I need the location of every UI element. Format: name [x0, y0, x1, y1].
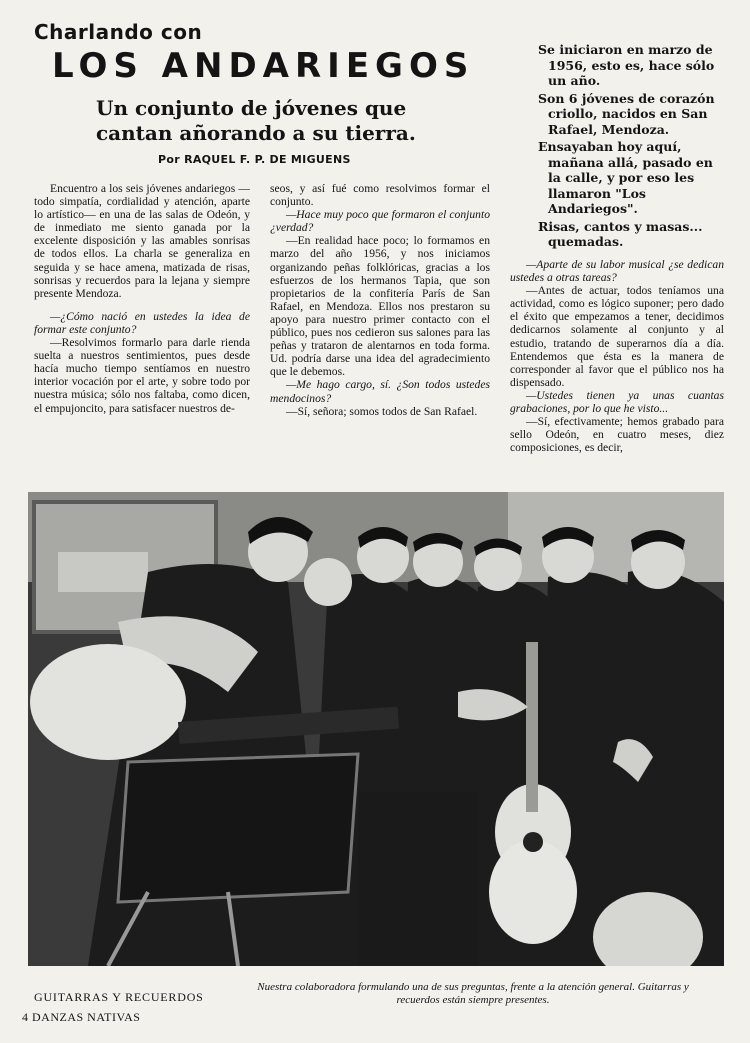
interview-question: —Hace muy poco que formaron el conjunto ¿verdad? [270, 208, 490, 235]
page-footer: 4 DANZAS NATIVAS [22, 1010, 141, 1024]
article-title: LOS ANDARIEGOS [52, 46, 475, 86]
article-column-2 [270, 182, 490, 418]
group-photo [28, 492, 724, 966]
article-column-1 [34, 182, 250, 415]
sidebar-line: Risas, cantos y masas... quemadas. [538, 218, 703, 249]
paragraph: —Antes de actuar, todos teníamos una actividad, como es lógico suponer; pero dado el éxito que empezamos a tener, decidimos dedicarnos solamente al conjunto y al estudio, tratando de superarnos día a día. Entendemos que ésta es la manera de corresponder al favor que el público nos ha dispensado. [510, 284, 724, 389]
interview-question: —Me hago cargo, sí. ¿Son todos ustedes mendocinos? [270, 378, 490, 405]
paragraph: —Resolvimos formarlo para darle rienda suelta a nuestros sentimientos, pues desde hacía mucho tiempo sentíamos en nuestro interior vocación por el arte, y sobre todo por nuestra música; sólo nos faltaba, como dicen, el empujoncito, para satisfacer nuestros de- [34, 336, 250, 415]
interview-question: —Aparte de su labor musical ¿se dedican ustedes a otras tareas? [510, 258, 724, 285]
sidebar-summary [538, 42, 722, 252]
article-byline: Por RAQUEL F. P. DE MIGUENS [158, 153, 351, 166]
article-subtitle: Un conjunto de jóvenes que cantan añorando a su tierra. [96, 96, 416, 145]
article-column-3 [510, 258, 724, 454]
photo-caption: Nuestra colaboradora formulando una de sus preguntas, frente a la atención general. Guitarras y recuerdos están siempre presentes. [257, 981, 689, 1006]
article-kicker: Charlando con [34, 20, 203, 44]
photo-illustration [28, 492, 724, 966]
interview-question: —¿Cómo nació en ustedes la idea de formar este conjunto? [34, 309, 250, 336]
sidebar-line: Son 6 jóvenes de corazón criollo, nacidos en San Rafael, Mendoza. [538, 90, 715, 137]
sidebar-line: Se iniciaron en marzo de 1956, esto es, hace sólo un año. [538, 42, 715, 88]
paragraph: Encuentro a los seis jóvenes andariegos —todo simpatía, cordialidad y atención, aparte lo artístico— en una de las salas de Odeón, y de inmediato me siento ganada por la excelente disposición y las amables sonrisas de todos ellos. La charla se generaliza en seguida y se hace amena, matizada de risas, sonrisas y recuerdos para la lejana y siempre presente Mendoza. [34, 182, 250, 300]
paragraph: —Sí, efectivamente; hemos grabado para sello Odeón, en cuatro meses, diez composiciones, es decir, [510, 415, 724, 455]
sidebar-line: Ensayaban hoy aquí, mañana allá, pasado en la calle, y por eso les llamaron "Los Andariegos". [538, 139, 713, 216]
paragraph: —Sí, señora; somos todos de San Rafael. [286, 404, 478, 418]
caption-heading: GUITARRAS Y RECUERDOS [34, 990, 204, 1004]
paragraph: seos, y así fué como resolvimos formar el conjunto. [270, 182, 490, 209]
interview-question: —Ustedes tienen ya unas cuantas grabaciones, por lo que he visto... [510, 388, 724, 416]
paragraph: —En realidad hace poco; lo formamos en marzo del año 1956, y nos iniciamos organizando peñas folklóricas, gracias a los esfuerzos de los hermanos Tapia, que son propietarios de la confitería París de San Rafael, en Mendoza. Ellos nos prestaron su apoyo para nuestro primer contacto con el público, pues nos cedieron sus salones para las peñas y trataron de alentarnos en toda forma. Ud. podría darse una idea del agradecimiento que le debemos. [270, 234, 490, 379]
